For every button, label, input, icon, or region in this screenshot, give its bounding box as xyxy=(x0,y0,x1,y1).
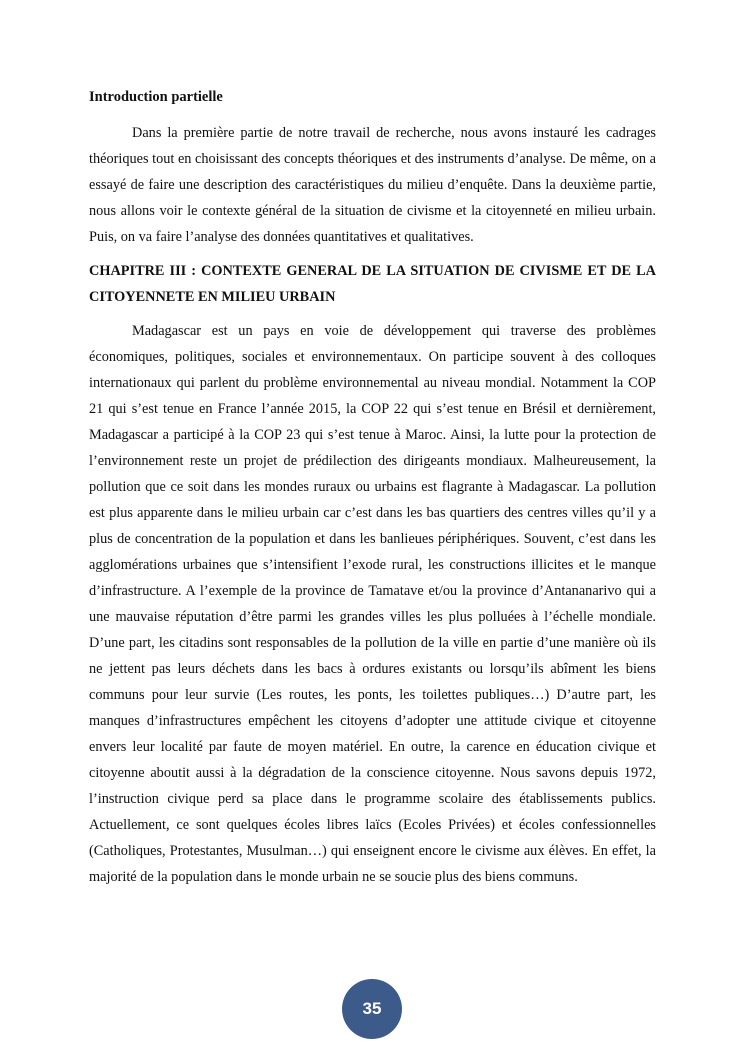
body-paragraph: Madagascar est un pays en voie de développement qui traverse des problèmes économiques, politiques, sociales et environnementaux. On participe souvent à des colloques internationaux qui parlent du problème environnemental au niveau mondial. Notamment la COP 21 qui s’est tenue en France l’année 2015, la COP 22 qui s’est tenue en Brésil et dernièrement, Madagascar a participé à la COP 23 qui s’est tenue à Maroc. Ainsi, la lutte pour la protection de l’environnement reste un projet de prédilection des dirigeants mondiaux. Malheureusement, la pollution que ce soit dans les mondes ruraux ou urbains est flagrante à Madagascar. La pollution est plus apparente dans le milieu urbain car c’est dans les bas quartiers des centres villes qu’il y a plus de concentration de la population et dans les banlieues périphériques. Souvent, c’est dans les agglomérations urbaines que s’intensifient l’exode rural, les constructions illicites et le manque d’infrastructure. A l’exemple de la province de Tamatave et/ou la province d’Antananarivo qui a une mauvaise réputation d’être parmi les grandes villes les plus polluées à l’échelle mondiale. D’une part, les citadins sont responsables de la pollution de la ville en partie d’une manière où ils ne jettent pas leurs déchets dans les bacs à ordures existants ou lorsqu’ils abîment les biens communs pour leur survie (Les routes, les ponts, les toilettes publiques…) D’autre part, les manques d’infrastructures empêchent les citoyens d’adopter une attitude civique et citoyenne envers leur localité par faute de moyen matériel. En outre, la carence en éducation civique et citoyenne aboutit aussi à la dégradation de la conscience citoyenne. Nous savons depuis 1972, l’instruction civique perd sa place dans le programme scolaire des établissements publics. Actuellement, ce sont quelques écoles libres laïcs (Ecoles Privées) et écoles confessionnelles (Catholiques, Protestantes, Musulman…) qui enseignent encore le civisme aux élèves. En effet, la majorité de la population dans le monde urbain ne se soucie plus des biens communs. xyxy=(89,323,656,885)
page-content xyxy=(89,86,656,890)
chapter-title: CHAPITRE III : CONTEXTE GENERAL DE LA SITUATION DE CIVISME ET DE LA CITOYENNETE EN MILIEU URBAIN xyxy=(89,263,656,305)
page-number: 35 xyxy=(362,999,382,1018)
intro-paragraph: Dans la première partie de notre travail de recherche, nous avons instauré les cadrages théoriques tout en choisissant des concepts théoriques et des instruments d’analyse. De même, on a essayé de faire une description des caractéristiques du milieu d’enquête. Dans la deuxième partie, nous allons voir le contexte général de la situation de civisme et la citoyenneté en milieu urbain. Puis, on va faire l’analyse des données quantitatives et qualitatives. xyxy=(89,125,656,245)
page-number-badge xyxy=(342,979,402,1039)
section-heading: Introduction partielle xyxy=(89,89,223,105)
